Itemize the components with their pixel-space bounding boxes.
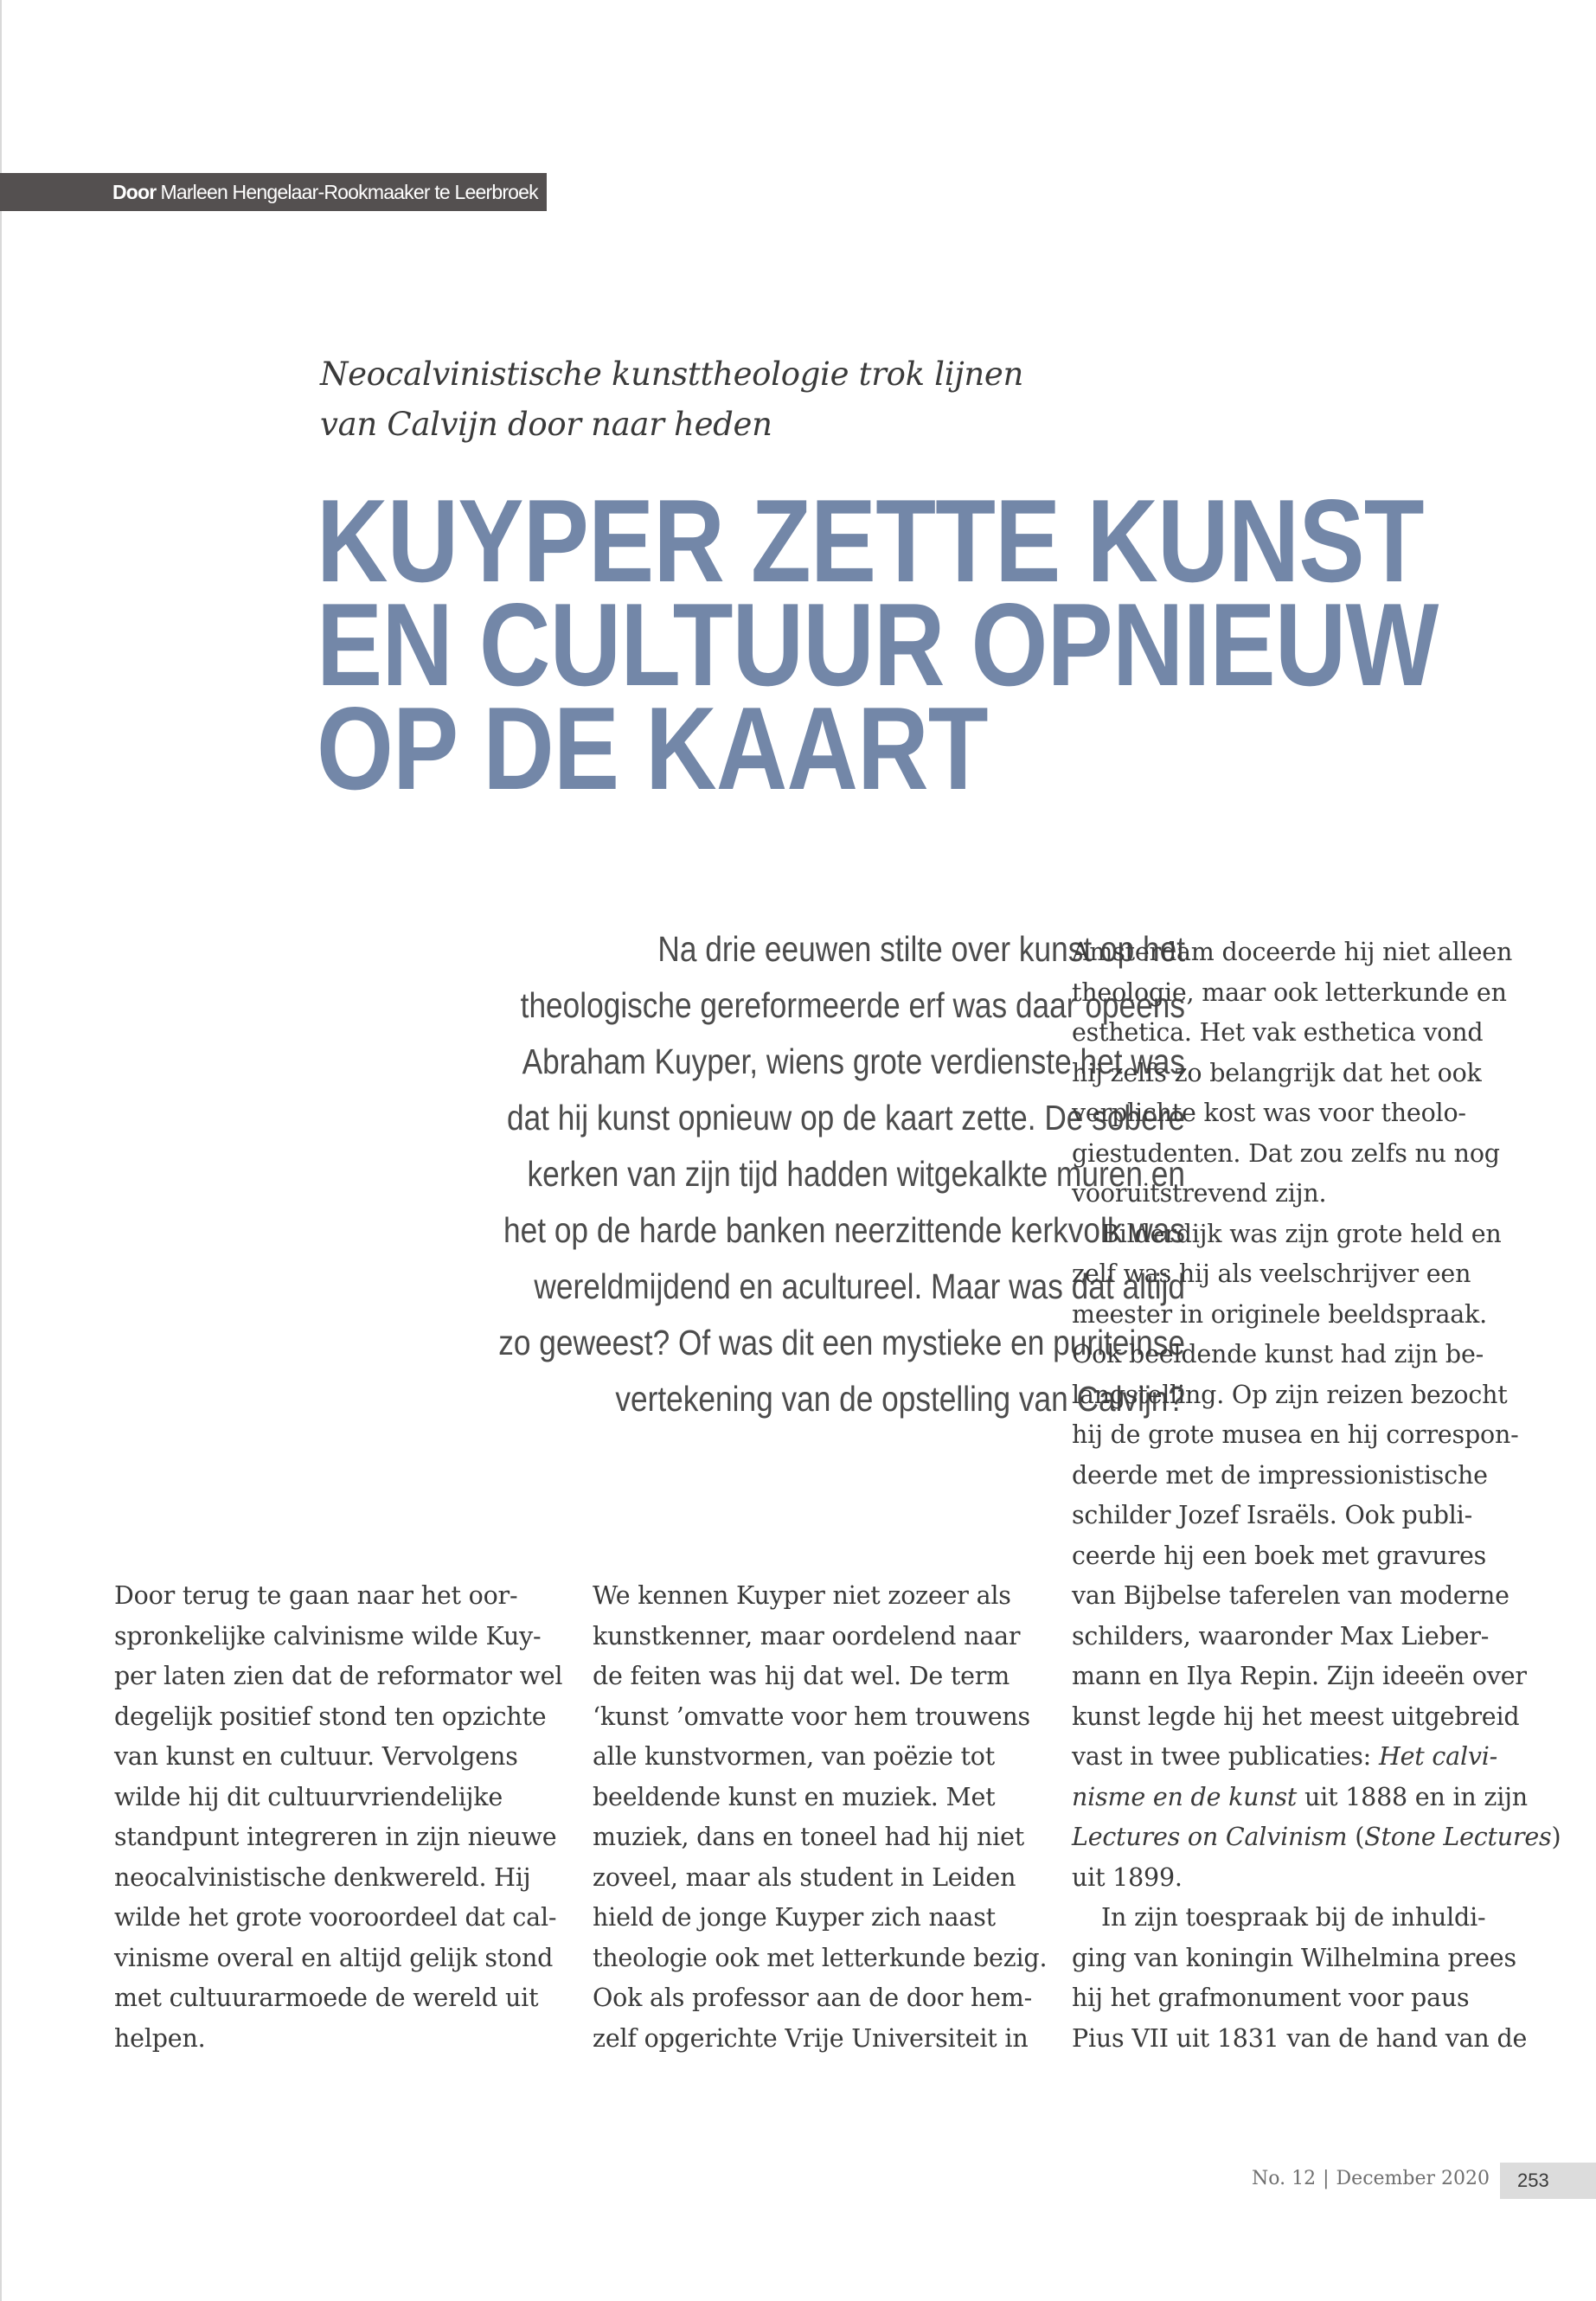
publication-title: nisme en de kunst: [1072, 1782, 1298, 1811]
body-line: schilder Jozef Israëls. Ook publi-: [1072, 1501, 1473, 1529]
body-line: degelijk positief stond ten opzichte: [114, 1702, 547, 1731]
intro-line: Abraham Kuyper, wiens grote verdienste het was: [522, 1042, 1185, 1081]
body-line: ceerde hij een boek met gravures: [1072, 1541, 1487, 1570]
body-line: Door terug te gaan naar het oor-: [114, 1581, 518, 1610]
body-line: [1072, 1778, 1528, 1818]
byline-label: Door: [112, 181, 157, 203]
intro-line: kerken van zijn tijd hadden witgekalkte muren en: [527, 1154, 1185, 1194]
body-line: vooruitstrevend zijn.: [1072, 1179, 1327, 1208]
subtitle-line: Neocalvinistische kunsttheologie trok lijnen: [320, 356, 1024, 393]
body-line: hij de grote musea en hij correspon-: [1072, 1420, 1519, 1449]
intro-paragraph: [277, 921, 1185, 1427]
body-line: van kunst en cultuur. Vervolgens: [114, 1742, 518, 1771]
headline-line: EN CULTUUR OPNIEUW: [317, 579, 1439, 710]
body-line: hij het grafmonument voor paus: [1072, 1984, 1470, 2012]
page-edge-line: [0, 0, 2, 2301]
body-line: zelf opgerichte Vrije Universiteit in: [593, 2023, 1029, 2053]
body-line: met cultuurarmoede de wereld uit: [114, 1984, 539, 2012]
article-subtitle: [320, 349, 1185, 450]
body-line: Ook als professor aan de door hem-: [593, 1984, 1033, 2012]
body-line: schilders, waaronder Max Lieber-: [1072, 1621, 1490, 1650]
body-line: mann en Ilya Repin. Zijn ideeën over: [1072, 1662, 1527, 1690]
body-line: beeldende kunst en muziek. Met: [593, 1782, 996, 1811]
body-text: ): [1551, 1823, 1561, 1851]
body-line: standpunt integreren in zijn nieuwe: [114, 1823, 557, 1851]
intro-line: theologische gereformeerde erf was daar opeens: [520, 985, 1185, 1025]
footer-issue-info: [1211, 2161, 1490, 2197]
body-line: We kennen Kuyper niet zozeer als: [593, 1581, 1011, 1610]
body-column-3: [1072, 933, 1561, 2059]
body-column-2: [593, 1576, 1048, 2059]
body-line: In zijn toespraak bij de inhuldi-: [1101, 1903, 1486, 1932]
body-line: theologie ook met letterkunde bezig.: [593, 1943, 1048, 1972]
body-line: verplichte kost was voor theolo-: [1072, 1099, 1466, 1127]
body-line: zelf was hij als veelschrijver een: [1072, 1259, 1471, 1288]
subtitle-line: van Calvijn door naar heden: [320, 406, 772, 443]
body-line: de feiten was hij dat wel. De term: [593, 1662, 1010, 1690]
body-text: vast in twee publicaties:: [1072, 1742, 1379, 1771]
body-line: deerde met de impressionistische: [1072, 1460, 1488, 1490]
headline-line: KUYPER ZETTE KUNST: [317, 475, 1424, 606]
body-line: kunst legde hij het meest uitgebreid: [1072, 1702, 1520, 1731]
body-line: helpen.: [114, 2023, 206, 2053]
headline-line: OP DE KAART: [317, 683, 988, 814]
footer-separator: |: [1323, 2168, 1330, 2189]
intro-line: zo geweest? Of was dit een mystieke en puriteinse: [498, 1323, 1185, 1362]
body-text: (: [1347, 1823, 1365, 1851]
publication-title: Het calvi-: [1378, 1742, 1498, 1771]
body-line: alle kunstvormen, van poëzie tot: [593, 1742, 995, 1771]
body-line: [1072, 1817, 1561, 1858]
author-byline: [0, 173, 547, 211]
article-headline: [317, 475, 1439, 814]
body-line: van Bijbelse taferelen van moderne: [1072, 1581, 1509, 1610]
body-line: wilde hij dit cultuurvriendelijke: [114, 1782, 503, 1811]
body-line: theologie, maar ook letterkunde en: [1072, 977, 1507, 1007]
intro-line: Na drie eeuwen stilte over kunst op het: [657, 929, 1185, 969]
intro-line: vertekening van de opstelling van Calvijn?: [615, 1379, 1185, 1419]
body-line: meester in originele beeldspraak.: [1072, 1299, 1487, 1329]
body-line: wilde het grote vooroordeel dat cal-: [114, 1903, 557, 1932]
publication-title: Stone Lectures: [1364, 1823, 1552, 1851]
body-line: hield de jonge Kuyper zich naast: [593, 1903, 996, 1932]
intro-line: dat hij kunst opnieuw op de kaart zette. De sobere: [506, 1098, 1185, 1138]
body-line: zoveel, maar als student in Leiden: [593, 1862, 1016, 1892]
intro-line: wereldmijdend en acultureel. Maar was dat altijd: [534, 1266, 1185, 1306]
body-text: uit 1888 en in zijn: [1297, 1782, 1528, 1811]
intro-line: het op de harde banken neerzittende kerkvolk was: [503, 1210, 1185, 1250]
body-line: ‘kunst ’omvatte voor hem trouwens: [593, 1702, 1030, 1731]
body-line: kunstkenner, maar oordelend naar: [593, 1621, 1021, 1650]
body-line: Pius VII uit 1831 van de hand van de: [1072, 2023, 1528, 2053]
body-line: Amsterdam doceerde hij niet alleen: [1072, 938, 1513, 966]
body-line: vinisme overal en altijd gelijk stond: [114, 1943, 554, 1972]
body-line: hij zelfs zo belangrijk dat het ook: [1072, 1058, 1482, 1087]
body-line: giestudenten. Dat zou zelfs nu nog: [1072, 1138, 1500, 1168]
footer-issue: No. 12: [1252, 2168, 1317, 2189]
body-line: ging van koningin Wilhelmina prees: [1072, 1943, 1516, 1972]
body-line: Ook beeldende kunst had zijn be-: [1072, 1340, 1484, 1368]
body-line: neocalvinistische denkwereld. Hij: [114, 1862, 531, 1892]
byline-author: Marleen Hengelaar-Rookmaaker te Leerbroek: [160, 181, 538, 203]
body-line: Bilderdijk was zijn grote held en: [1101, 1219, 1502, 1248]
body-line: uit 1899.: [1072, 1862, 1183, 1892]
body-line: spronkelijke calvinisme wilde Kuy-: [114, 1621, 542, 1650]
body-line: per laten zien dat de reformator wel: [114, 1662, 563, 1690]
body-line: langstelling. Op zijn reizen bezocht: [1072, 1380, 1508, 1409]
body-line: [1072, 1737, 1522, 1778]
body-line: muziek, dans en toneel had hij niet: [593, 1823, 1025, 1851]
body-line: esthetica. Het vak esthetica vond: [1072, 1018, 1484, 1047]
publication-title: Lectures on Calvinism: [1072, 1823, 1348, 1851]
body-column-1: [114, 1576, 564, 2059]
page-number: 253: [1500, 2163, 1596, 2199]
footer-date: December 2020: [1336, 2168, 1490, 2189]
